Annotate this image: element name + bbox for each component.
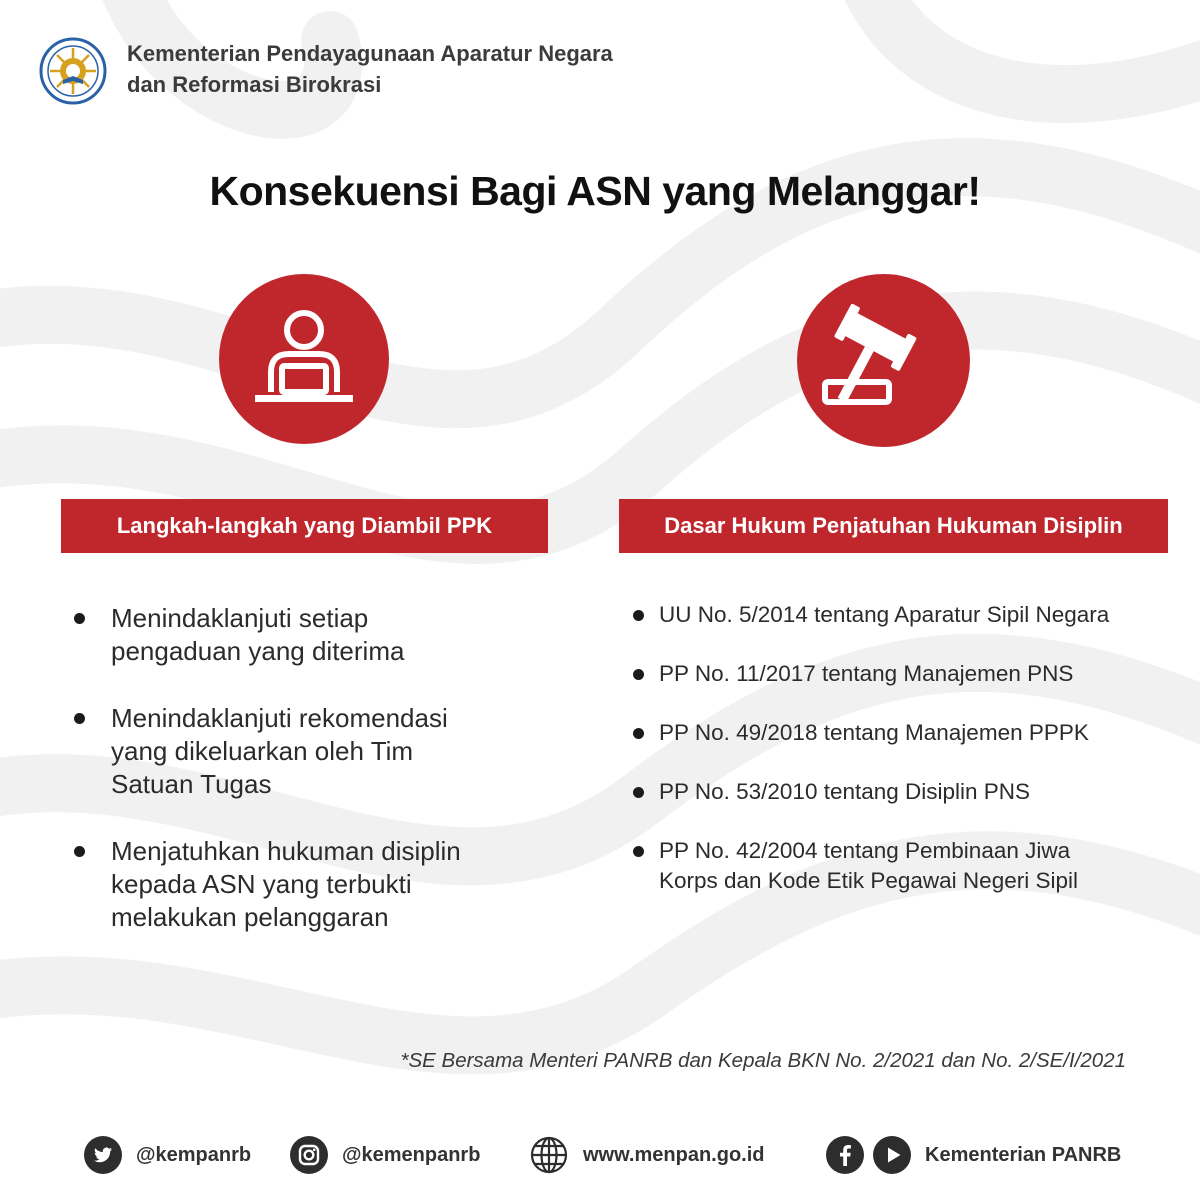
social-channel-name: Kementerian PANRB (925, 1143, 1122, 1166)
org-name-line-2: dan Reformasi Birokrasi (127, 72, 382, 97)
list-item-line: Menindaklanjuti setiap (111, 603, 369, 633)
list-item-line: pengaduan yang diterima (111, 636, 405, 666)
facebook-icon[interactable] (826, 1136, 864, 1174)
list-item-line: UU No. 5/2014 tentang Aparatur Sipil Negara (659, 602, 1110, 627)
globe-icon (529, 1135, 569, 1175)
instagram-handle: @kemenpanrb (342, 1143, 481, 1166)
list-item (74, 835, 544, 934)
list-item-line: Korps dan Kode Etik Pegawai Negeri Sipil (659, 868, 1078, 893)
twitter-icon (84, 1136, 122, 1174)
page-title: Konsekuensi Bagi ASN yang Melanggar! (209, 168, 981, 214)
ppk-steps-list (74, 602, 544, 968)
list-item (633, 659, 1193, 689)
list-item-line: PP No. 49/2018 tentang Manajemen PPPK (659, 720, 1089, 745)
list-item-line: PP No. 53/2010 tentang Disiplin PNS (659, 779, 1031, 804)
list-item-line: Menindaklanjuti rekomendasi (111, 703, 448, 733)
person-at-desk-icon (219, 274, 389, 444)
list-item-line: PP No. 42/2004 tentang Pembinaan Jiwa (659, 838, 1071, 863)
website-link[interactable] (529, 1135, 764, 1175)
twitter-link[interactable] (84, 1135, 251, 1175)
ministry-logo (38, 36, 108, 106)
footnote: *SE Bersama Menteri PANRB dan Kepala BKN No. 2/2021 dan No. 2/SE/I/2021 (400, 1049, 1126, 1072)
youtube-icon[interactable] (873, 1136, 911, 1174)
list-item-line: melakukan pelanggaran (111, 902, 389, 932)
right-section-heading: Dasar Hukum Penjatuhan Hukuman Disiplin (619, 499, 1168, 553)
list-item (633, 600, 1193, 630)
list-item-line: Menjatuhkan hukuman disiplin (111, 836, 461, 866)
list-item-line: Satuan Tugas (111, 769, 272, 799)
social-channels-link[interactable] (826, 1135, 1121, 1175)
list-item-line: kepada ASN yang terbukti (111, 869, 412, 899)
list-item-line: PP No. 11/2017 tentang Manajemen PNS (659, 661, 1074, 686)
list-item (633, 718, 1193, 748)
list-item (74, 702, 544, 801)
organization-name (127, 38, 613, 100)
instagram-icon (290, 1136, 328, 1174)
legal-basis-list (633, 600, 1193, 925)
list-item (633, 777, 1193, 807)
left-section-heading: Langkah-langkah yang Diambil PPK (61, 499, 548, 553)
website-url: www.menpan.go.id (583, 1143, 765, 1166)
list-item (74, 602, 544, 668)
list-item-line: yang dikeluarkan oleh Tim (111, 736, 414, 766)
org-name-line-1: Kementerian Pendayagunaan Aparatur Negara (127, 41, 613, 66)
instagram-link[interactable] (290, 1135, 480, 1175)
list-item (633, 836, 1193, 896)
gavel-icon (797, 274, 970, 447)
twitter-handle: @kempanrb (136, 1143, 252, 1166)
